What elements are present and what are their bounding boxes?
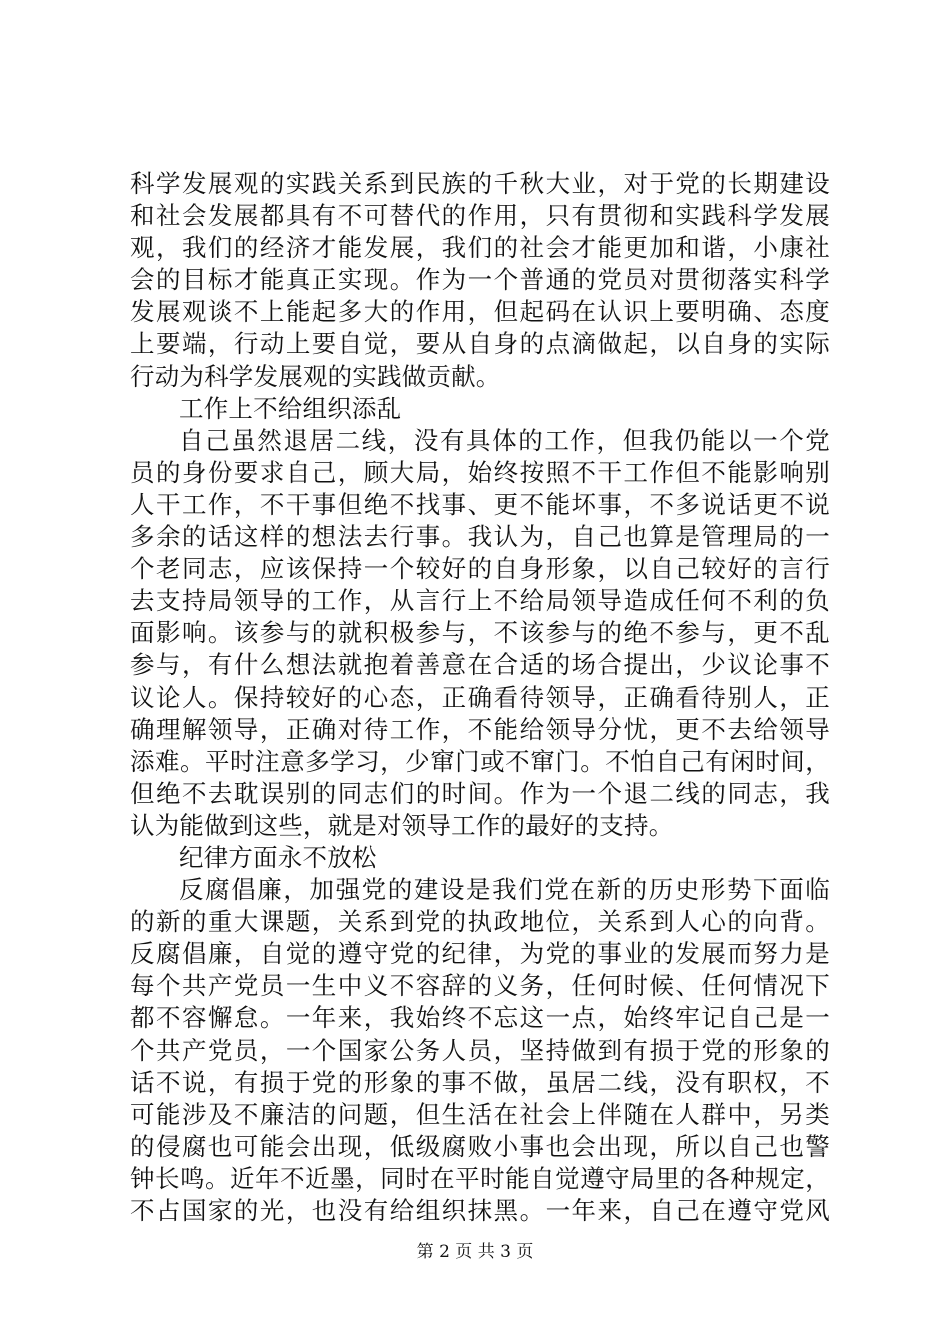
paragraph-line: 自己虽然退居二线，没有具体的工作，但我仍能以一个党 (179, 425, 830, 455)
paragraph-line: 可能涉及不廉洁的问题，但生活在社会上伴随在人群中，另类 (130, 1099, 830, 1129)
paragraph-line: 不占国家的光，也没有给组织抹黑。一年来，自己在遵守党风 (130, 1196, 830, 1225)
paragraph-line: 议论人。保持较好的心态，正确看待领导，正确看待别人，正 (130, 682, 830, 712)
paragraph-line: 面影响。该参与的就积极参与，不该参与的绝不参与，更不乱 (130, 618, 830, 648)
paragraph-line: 观，我们的经济才能发展，我们的社会才能更加和谐，小康社 (130, 233, 830, 263)
document-body (130, 168, 830, 1227)
paragraph-line: 添难。平时注意多学习，少窜门或不窜门。不怕自己有闲时间， (130, 746, 830, 776)
paragraph-line: 会的目标才能真正实现。作为一个普通的党员对贯彻落实科学 (130, 265, 830, 295)
paragraph-line: 话不说，有损于党的形象的事不做，虽居二线，没有职权，不 (130, 1067, 830, 1097)
paragraph-line: 每个共产党员一生中义不容辞的义务，任何时候、任何情况下 (130, 971, 830, 1001)
section-heading: 纪律方面永不放松 (179, 842, 377, 872)
paragraph-line: 都不容懈怠。一年来，我始终不忘这一点，始终牢记自己是一 (130, 1003, 830, 1033)
paragraph-line: 认为能做到这些，就是对领导工作的最好的支持。 (130, 810, 674, 840)
paragraph-line: 反腐倡廉，自觉的遵守党的纪律，为党的事业的发展而努力是 (130, 939, 830, 969)
paragraph-line: 但绝不去耽误别的同志们的时间。作为一个退二线的同志，我 (130, 778, 830, 808)
paragraph-line: 行动为科学发展观的实践做贡献。 (130, 361, 501, 391)
paragraph-line: 个老同志，应该保持一个较好的自身形象，以自己较好的言行 (130, 554, 830, 584)
paragraph-line: 人干工作，不干事但绝不找事、更不能坏事，不多说话更不说 (130, 489, 830, 519)
paragraph-line: 参与，有什么想法就抱着善意在合适的场合提出，少议论事不 (130, 650, 830, 680)
paragraph-line: 发展观谈不上能起多大的作用，但起码在认识上要明确、态度 (130, 297, 830, 327)
paragraph-line: 科学发展观的实践关系到民族的千秋大业，对于党的长期建设 (130, 169, 830, 198)
section-heading: 工作上不给组织添乱 (179, 393, 402, 423)
paragraph-line: 确理解领导，正确对待工作，不能给领导分忧，更不去给领导 (130, 714, 830, 744)
paragraph-line: 反腐倡廉，加强党的建设是我们党在新的历史形势下面临 (179, 875, 830, 905)
paragraph-line: 上要端，行动上要自觉，要从自身的点滴做起，以自身的实际 (130, 329, 830, 359)
paragraph-line: 的新的重大课题，关系到党的执政地位，关系到人心的向背。 (130, 907, 830, 937)
paragraph-line: 多余的话这样的想法去行事。我认为，自己也算是管理局的一 (130, 522, 830, 552)
paragraph-line: 的侵腐也可能会出现，低级腐败小事也会出现，所以自己也警 (130, 1131, 830, 1161)
paragraph-line: 个共产党员，一个国家公务人员，坚持做到有损于党的形象的 (130, 1035, 830, 1065)
paragraph-line: 员的身份要求自己，顾大局，始终按照不干工作但不能影响别 (130, 457, 830, 487)
paragraph-line: 和社会发展都具有不可替代的作用，只有贯彻和实践科学发展 (130, 201, 830, 231)
page-footer: 第 2 页 共 3 页 (416, 1242, 534, 1262)
paragraph-line: 去支持局领导的工作，从言行上不给局领导造成任何不利的负 (130, 586, 830, 616)
paragraph-line: 钟长鸣。近年不近墨，同时在平时能自觉遵守局里的各种规定， (130, 1163, 830, 1193)
